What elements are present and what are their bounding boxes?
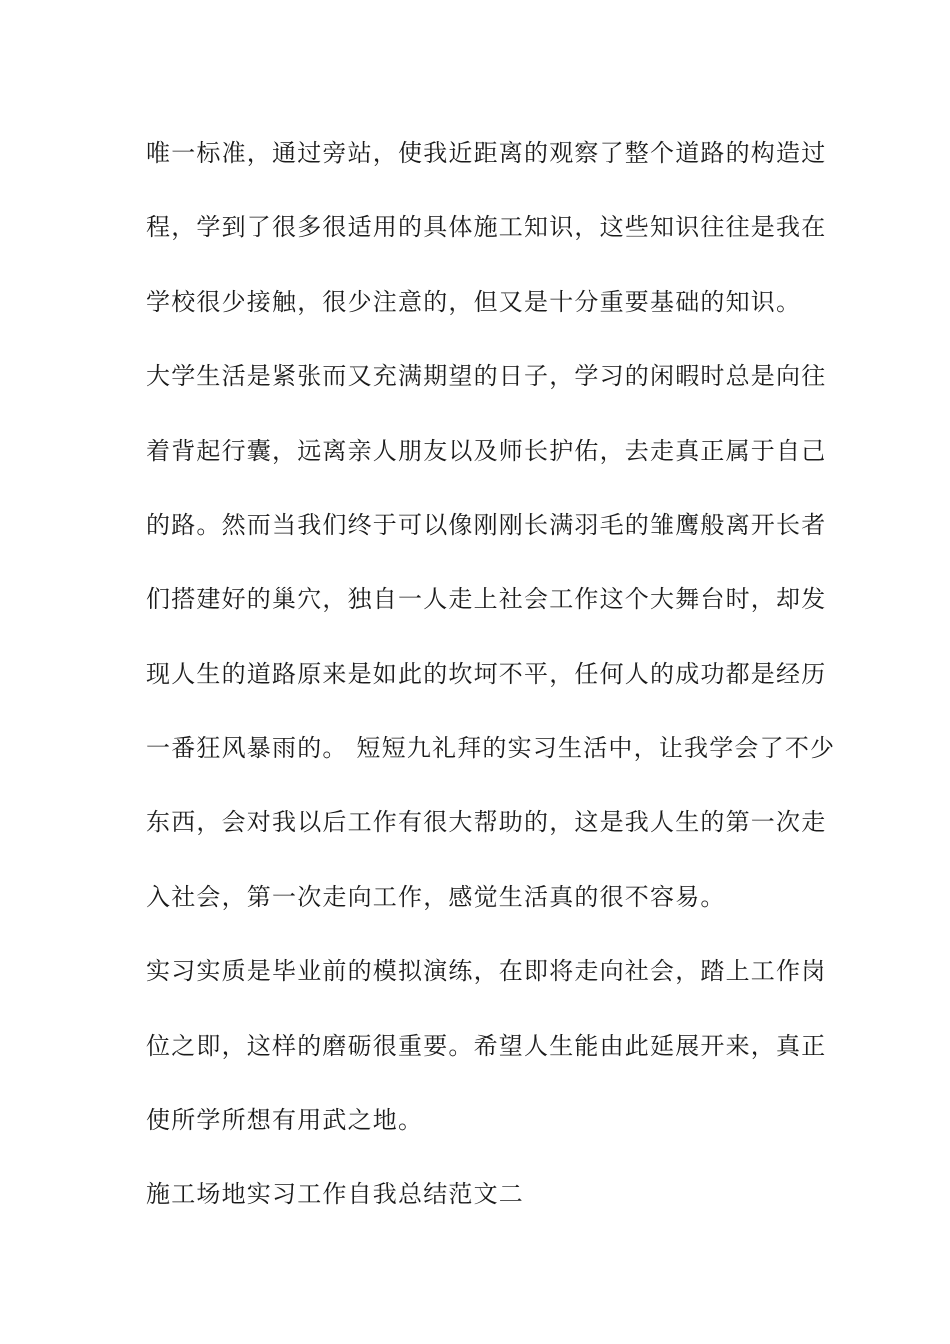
text-line: 大学生活是紧张而又充满期望的日子，学习的闲暇时总是向往 (146, 362, 827, 390)
text-line: 唯一标准，通过旁站，使我近距离的观察了整个道路的构造过 (146, 139, 827, 167)
text-line: 东西，会对我以后工作有很大帮助的，这是我人生的第一次走 (146, 808, 827, 836)
text-line: 学校很少接触，很少注意的，但又是十分重要基础的知识。 (146, 288, 802, 316)
text-line: 程，学到了很多很适用的具体施工知识，这些知识往往是我在 (146, 213, 827, 241)
text-line: 位之即，这样的磨砺很重要。希望人生能由此延展开来，真正 (146, 1032, 827, 1060)
section-heading: 施工场地实习工作自我总结范文二 (146, 1180, 524, 1208)
text-line: 实习实质是毕业前的模拟演练，在即将走向社会，踏上工作岗 (146, 957, 827, 985)
text-line: 现人生的道路原来是如此的坎坷不平，任何人的成功都是经历 (146, 660, 827, 688)
text-line: 一番狂风暴雨的。 短短九礼拜的实习生活中，让我学会了不少 (146, 734, 836, 762)
text-line: 们搭建好的巢穴，独自一人走上社会工作这个大舞台时，却发 (146, 585, 827, 613)
text-line: 使所学所想有用武之地。 (146, 1106, 424, 1134)
text-line: 着背起行囊，远离亲人朋友以及师长护佑，去走真正属于自己 (146, 437, 827, 465)
text-line: 的路。然而当我们终于可以像刚刚长满羽毛的雏鹰般离开长者 (146, 511, 827, 539)
text-line: 入社会，第一次走向工作，感觉生活真的很不容易。 (146, 883, 726, 911)
